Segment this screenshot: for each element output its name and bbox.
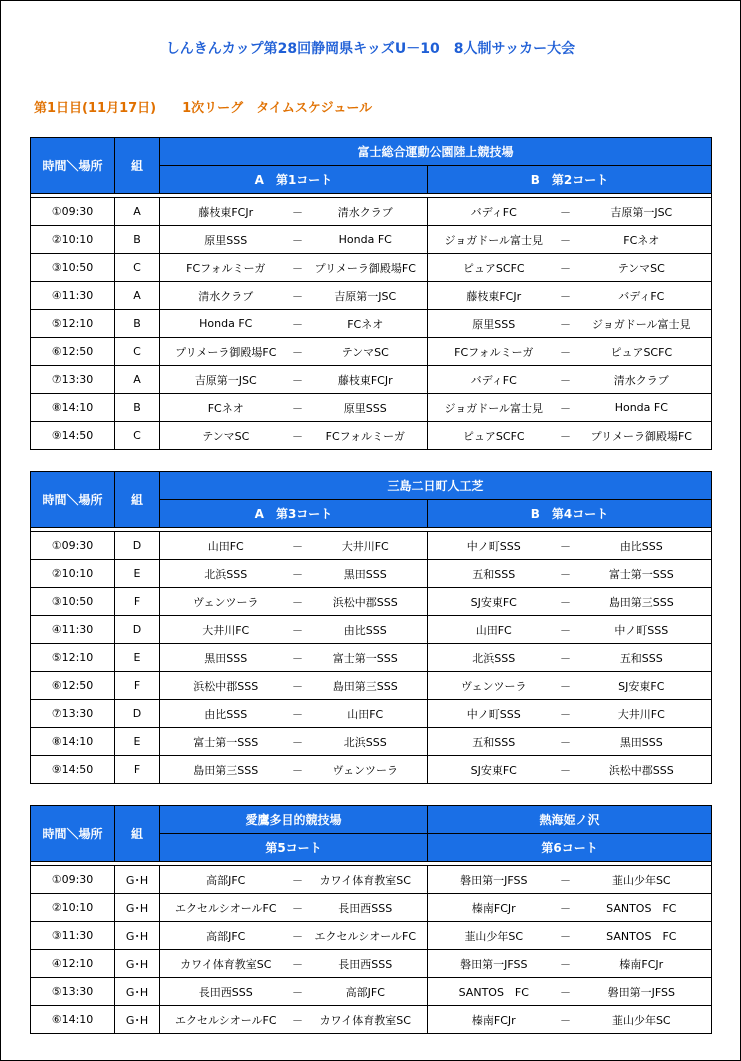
venue-name: 三島二日町人工芝	[160, 472, 712, 500]
match-row	[31, 756, 712, 784]
team-a-away: カワイ体育教室SC	[304, 866, 428, 894]
time-place-header: 時間＼場所	[31, 472, 115, 528]
team-b-away: 由比SSS	[572, 532, 712, 560]
team-a-home: カワイ体育教室SC	[160, 950, 292, 978]
team-a-away: 山田FC	[304, 700, 428, 728]
venue-header-row	[31, 472, 712, 500]
team-a-away: 長田西SSS	[304, 894, 428, 922]
versus-dash-b: －	[560, 922, 572, 950]
match-time: ③10:50	[31, 254, 115, 282]
versus-dash-a: －	[292, 366, 304, 394]
match-group: B	[115, 394, 160, 422]
match-group: G･H	[115, 866, 160, 894]
match-row	[31, 922, 712, 950]
team-a-home: 黒田SSS	[160, 644, 292, 672]
match-group: C	[115, 338, 160, 366]
schedule-table-2	[30, 471, 712, 784]
team-a-away: 北浜SSS	[304, 728, 428, 756]
team-b-home: 五和SSS	[428, 728, 560, 756]
team-b-away: 黒田SSS	[572, 728, 712, 756]
team-b-home: ジョガドール富士見	[428, 226, 560, 254]
versus-dash-a: －	[292, 226, 304, 254]
schedule-table-1	[30, 137, 712, 450]
team-b-away: テンマSC	[572, 254, 712, 282]
match-group: B	[115, 310, 160, 338]
versus-dash-a: －	[292, 560, 304, 588]
team-a-home: 長田西SSS	[160, 978, 292, 1006]
team-a-home: 吉原第一JSC	[160, 366, 292, 394]
page-title: しんきんカップ第28回静岡県キッズU－10 8人制サッカー大会	[165, 41, 576, 57]
versus-dash-a: －	[292, 616, 304, 644]
match-time: ⑧14:10	[31, 394, 115, 422]
team-a-away: 島田第三SSS	[304, 672, 428, 700]
team-b-away: プリメーラ御殿場FC	[572, 422, 712, 450]
team-a-away: 黒田SSS	[304, 560, 428, 588]
match-row	[31, 310, 712, 338]
team-b-home: 中ノ町SSS	[428, 700, 560, 728]
versus-dash-b: －	[560, 560, 572, 588]
team-a-away: エクセルシオールFC	[304, 922, 428, 950]
team-b-home: 原里SSS	[428, 310, 560, 338]
match-time: ⑦13:30	[31, 700, 115, 728]
match-row	[31, 978, 712, 1006]
team-a-away: Honda FC	[304, 226, 428, 254]
team-a-away: テンマSC	[304, 338, 428, 366]
match-row	[31, 616, 712, 644]
team-b-home: 五和SSS	[428, 560, 560, 588]
match-time: ①09:30	[31, 198, 115, 226]
team-a-home: Honda FC	[160, 310, 292, 338]
team-b-home: バディFC	[428, 198, 560, 226]
match-row	[31, 894, 712, 922]
match-time: ④11:30	[31, 282, 115, 310]
match-row	[31, 1006, 712, 1034]
match-row	[31, 254, 712, 282]
team-b-away: 中ノ町SSS	[572, 616, 712, 644]
match-time: ⑥14:10	[31, 1006, 115, 1034]
match-group: G･H	[115, 894, 160, 922]
team-a-home: 高部JFC	[160, 922, 292, 950]
versus-dash-b: －	[560, 978, 572, 1006]
team-a-away: プリメーラ御殿場FC	[304, 254, 428, 282]
match-group: G･H	[115, 950, 160, 978]
match-time: ②10:10	[31, 560, 115, 588]
match-time: ④12:10	[31, 950, 115, 978]
versus-dash-b: －	[560, 672, 572, 700]
team-b-home: バディFC	[428, 366, 560, 394]
court-label-b: B 第2コート	[428, 166, 712, 194]
versus-dash-b: －	[560, 532, 572, 560]
match-time: ①09:30	[31, 866, 115, 894]
match-group: G･H	[115, 978, 160, 1006]
match-group: F	[115, 672, 160, 700]
versus-dash-a: －	[292, 422, 304, 450]
versus-dash-b: －	[560, 254, 572, 282]
versus-dash-a: －	[292, 950, 304, 978]
team-a-away: ヴェンツーラ	[304, 756, 428, 784]
team-b-away: ジョガドール富士見	[572, 310, 712, 338]
team-b-away: 韮山少年SC	[572, 1006, 712, 1034]
match-group: C	[115, 422, 160, 450]
team-b-home: 北浜SSS	[428, 644, 560, 672]
team-b-home: 韮山少年SC	[428, 922, 560, 950]
group-header: 組	[115, 472, 160, 528]
team-a-away: 高部JFC	[304, 978, 428, 1006]
team-a-away: 長田西SSS	[304, 950, 428, 978]
versus-dash-a: －	[292, 588, 304, 616]
court-label-a: A 第3コート	[160, 500, 428, 528]
versus-dash-a: －	[292, 338, 304, 366]
team-b-home: FCフォルミーガ	[428, 338, 560, 366]
team-a-home: エクセルシオールFC	[160, 1006, 292, 1034]
match-time: ③11:30	[31, 922, 115, 950]
team-a-away: 原里SSS	[304, 394, 428, 422]
versus-dash-a: －	[292, 894, 304, 922]
versus-dash-b: －	[560, 894, 572, 922]
court-label-a: A 第1コート	[160, 166, 428, 194]
match-row	[31, 282, 712, 310]
match-group: D	[115, 700, 160, 728]
match-group: A	[115, 366, 160, 394]
venue-header-row	[31, 806, 712, 834]
team-a-home: 原里SSS	[160, 226, 292, 254]
team-b-home: 榛南FCJr	[428, 894, 560, 922]
match-row	[31, 560, 712, 588]
time-place-header: 時間＼場所	[31, 138, 115, 194]
match-group: A	[115, 198, 160, 226]
team-b-away: SJ安東FC	[572, 672, 712, 700]
match-group: F	[115, 588, 160, 616]
team-a-home: エクセルシオールFC	[160, 894, 292, 922]
match-time: ⑦13:30	[31, 366, 115, 394]
match-group: A	[115, 282, 160, 310]
time-place-header: 時間＼場所	[31, 806, 115, 862]
versus-dash-b: －	[560, 282, 572, 310]
venue-name: 富士総合運動公園陸上競技場	[160, 138, 712, 166]
match-time: ②10:10	[31, 226, 115, 254]
team-b-away: FCネオ	[572, 226, 712, 254]
team-b-home: 山田FC	[428, 616, 560, 644]
team-a-home: プリメーラ御殿場FC	[160, 338, 292, 366]
versus-dash-a: －	[292, 866, 304, 894]
match-group: B	[115, 226, 160, 254]
match-group: D	[115, 616, 160, 644]
match-time: ③10:50	[31, 588, 115, 616]
team-a-away: 富士第一SSS	[304, 644, 428, 672]
team-b-away: 浜松中郡SSS	[572, 756, 712, 784]
match-group: C	[115, 254, 160, 282]
match-row	[31, 950, 712, 978]
match-time: ⑤12:10	[31, 310, 115, 338]
match-group: F	[115, 756, 160, 784]
team-b-away: 磐田第一JFSS	[572, 978, 712, 1006]
match-time: ⑨14:50	[31, 422, 115, 450]
versus-dash-b: －	[560, 728, 572, 756]
match-row	[31, 394, 712, 422]
court-label-b: 第6コート	[428, 834, 712, 862]
team-b-away: 富士第一SSS	[572, 560, 712, 588]
versus-dash-b: －	[560, 700, 572, 728]
match-time: ⑨14:50	[31, 756, 115, 784]
team-b-home: 藤枝東FCJr	[428, 282, 560, 310]
match-row	[31, 338, 712, 366]
match-row	[31, 422, 712, 450]
match-row	[31, 672, 712, 700]
team-b-home: 榛南FCJr	[428, 1006, 560, 1034]
match-group: E	[115, 728, 160, 756]
match-row	[31, 198, 712, 226]
team-b-home: 中ノ町SSS	[428, 532, 560, 560]
match-row	[31, 366, 712, 394]
versus-dash-b: －	[560, 366, 572, 394]
match-row	[31, 728, 712, 756]
team-a-home: FCフォルミーガ	[160, 254, 292, 282]
match-time: ⑥12:50	[31, 672, 115, 700]
match-row	[31, 866, 712, 894]
team-a-away: 浜松中郡SSS	[304, 588, 428, 616]
team-b-home: ヴェンツーラ	[428, 672, 560, 700]
versus-dash-a: －	[292, 672, 304, 700]
match-group: G･H	[115, 1006, 160, 1034]
versus-dash-a: －	[292, 700, 304, 728]
versus-dash-b: －	[560, 394, 572, 422]
versus-dash-b: －	[560, 338, 572, 366]
schedule-table-3	[30, 805, 712, 1034]
team-b-home: 磐田第一JFSS	[428, 950, 560, 978]
team-b-home: 磐田第一JFSS	[428, 866, 560, 894]
versus-dash-b: －	[560, 616, 572, 644]
team-a-home: 浜松中郡SSS	[160, 672, 292, 700]
versus-dash-a: －	[292, 644, 304, 672]
versus-dash-a: －	[292, 310, 304, 338]
team-b-away: SANTOS FC	[572, 922, 712, 950]
venue-name-a: 愛鷹多目的競技場	[160, 806, 428, 834]
match-time: ⑥12:50	[31, 338, 115, 366]
match-time: ⑧14:10	[31, 728, 115, 756]
team-a-home: 高部JFC	[160, 866, 292, 894]
match-row	[31, 226, 712, 254]
group-header: 組	[115, 138, 160, 194]
team-b-away: 榛南FCJr	[572, 950, 712, 978]
team-b-home: SJ安東FC	[428, 756, 560, 784]
team-a-away: カワイ体育教室SC	[304, 1006, 428, 1034]
versus-dash-b: －	[560, 756, 572, 784]
team-b-away: 清水クラブ	[572, 366, 712, 394]
team-b-away: ピュアSCFC	[572, 338, 712, 366]
match-row	[31, 700, 712, 728]
venue-header-row	[31, 138, 712, 166]
match-row	[31, 644, 712, 672]
versus-dash-b: －	[560, 866, 572, 894]
team-a-home: 清水クラブ	[160, 282, 292, 310]
team-a-away: 清水クラブ	[304, 198, 428, 226]
match-row	[31, 532, 712, 560]
match-row	[31, 588, 712, 616]
team-a-home: 島田第三SSS	[160, 756, 292, 784]
team-a-away: 吉原第一JSC	[304, 282, 428, 310]
team-a-home: 富士第一SSS	[160, 728, 292, 756]
team-b-home: ピュアSCFC	[428, 422, 560, 450]
team-b-away: 韮山少年SC	[572, 866, 712, 894]
versus-dash-a: －	[292, 1006, 304, 1034]
page-subtitle: 第1日目(11月17日) 1次リーグ タイムスケジュール	[34, 101, 373, 116]
versus-dash-b: －	[560, 226, 572, 254]
versus-dash-a: －	[292, 728, 304, 756]
team-b-home: ジョガドール富士見	[428, 394, 560, 422]
team-b-away: 五和SSS	[572, 644, 712, 672]
team-a-home: 由比SSS	[160, 700, 292, 728]
match-group: E	[115, 644, 160, 672]
versus-dash-a: －	[292, 198, 304, 226]
versus-dash-a: －	[292, 254, 304, 282]
team-a-home: 藤枝東FCJr	[160, 198, 292, 226]
court-label-a: 第5コート	[160, 834, 428, 862]
team-a-away: FCフォルミーガ	[304, 422, 428, 450]
team-b-away: 大井川FC	[572, 700, 712, 728]
team-b-home: ピュアSCFC	[428, 254, 560, 282]
match-time: ②10:10	[31, 894, 115, 922]
court-label-b: B 第4コート	[428, 500, 712, 528]
match-time: ⑤13:30	[31, 978, 115, 1006]
versus-dash-a: －	[292, 394, 304, 422]
versus-dash-b: －	[560, 950, 572, 978]
team-a-away: FCネオ	[304, 310, 428, 338]
match-group: E	[115, 560, 160, 588]
match-time: ④11:30	[31, 616, 115, 644]
versus-dash-b: －	[560, 310, 572, 338]
team-a-away: 藤枝東FCJr	[304, 366, 428, 394]
versus-dash-a: －	[292, 756, 304, 784]
team-a-home: FCネオ	[160, 394, 292, 422]
versus-dash-a: －	[292, 532, 304, 560]
match-group: D	[115, 532, 160, 560]
team-b-away: 吉原第一JSC	[572, 198, 712, 226]
team-b-home: SANTOS FC	[428, 978, 560, 1006]
team-a-home: 北浜SSS	[160, 560, 292, 588]
team-a-home: ヴェンツーラ	[160, 588, 292, 616]
versus-dash-b: －	[560, 422, 572, 450]
venue-name-b: 熱海姫ノ沢	[428, 806, 712, 834]
group-header: 組	[115, 806, 160, 862]
team-b-away: Honda FC	[572, 394, 712, 422]
versus-dash-a: －	[292, 922, 304, 950]
team-a-home: テンマSC	[160, 422, 292, 450]
team-a-home: 大井川FC	[160, 616, 292, 644]
team-a-away: 大井川FC	[304, 532, 428, 560]
match-time: ⑤12:10	[31, 644, 115, 672]
versus-dash-b: －	[560, 1006, 572, 1034]
team-b-home: SJ安東FC	[428, 588, 560, 616]
versus-dash-b: －	[560, 198, 572, 226]
versus-dash-a: －	[292, 978, 304, 1006]
team-a-home: 山田FC	[160, 532, 292, 560]
versus-dash-b: －	[560, 644, 572, 672]
match-time: ①09:30	[31, 532, 115, 560]
team-b-away: SANTOS FC	[572, 894, 712, 922]
team-b-away: バディFC	[572, 282, 712, 310]
team-b-away: 島田第三SSS	[572, 588, 712, 616]
versus-dash-b: －	[560, 588, 572, 616]
team-a-away: 由比SSS	[304, 616, 428, 644]
versus-dash-a: －	[292, 282, 304, 310]
match-group: G･H	[115, 922, 160, 950]
